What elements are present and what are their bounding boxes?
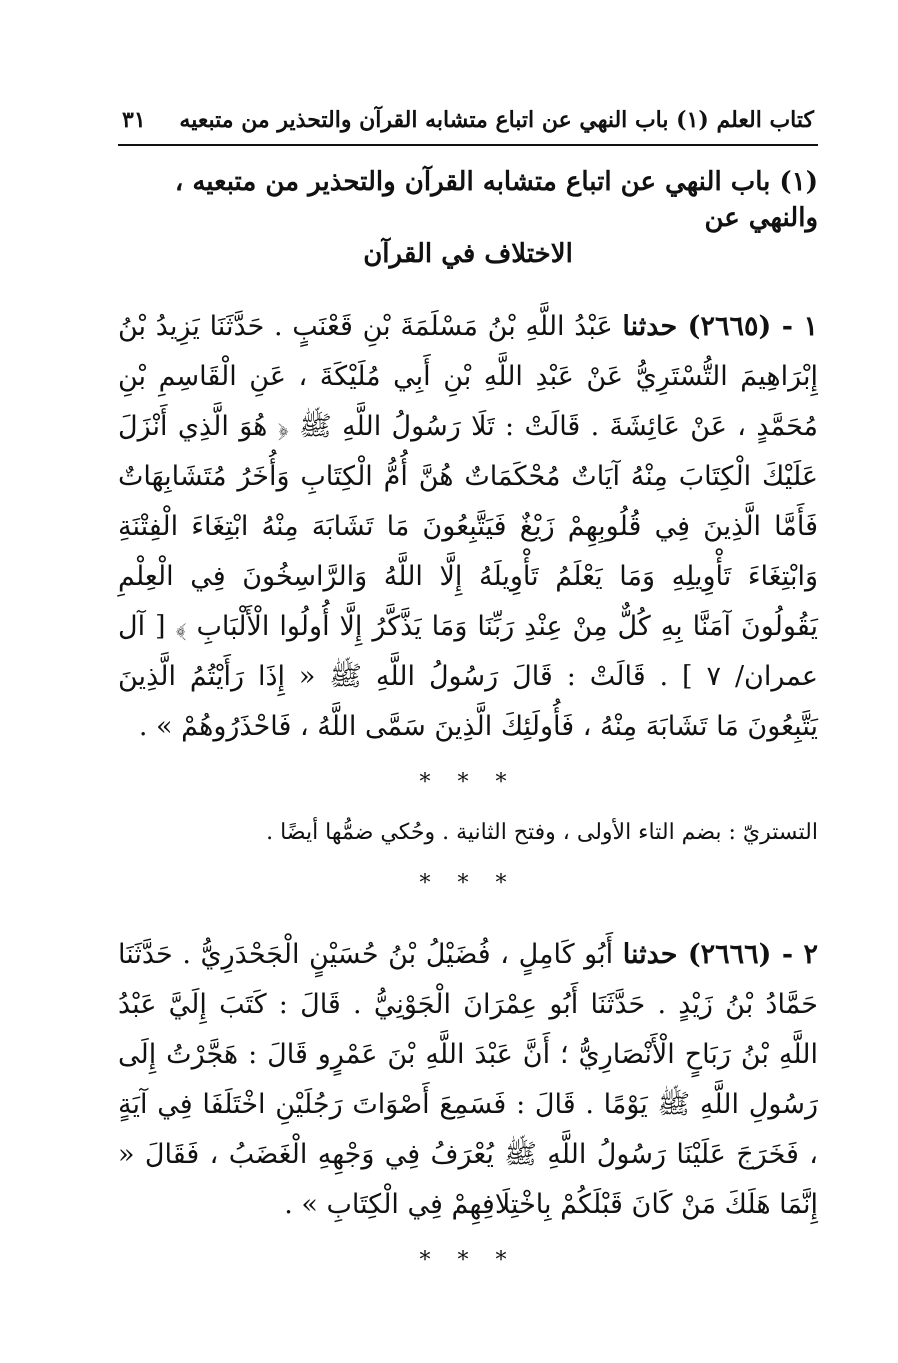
- running-header: [118, 100, 818, 146]
- hadith-1-text: عَبْدُ اللَّهِ بْنُ مَسْلَمَةَ بْنِ قَعْنَبٍ . حَدَّثَنَا يَزِيدُ بْنُ إِبْرَاهِيمَ التُّسْتَرِيُّ عَنْ عَبْدِ اللَّهِ بْنِ أَبِي مُلَيْكَةَ ، عَنِ الْقَاسِمِ بْنِ مُحَمَّدٍ ، عَنْ عَائِشَةَ . قَالَتْ : تَلَا رَسُولُ اللَّهِ ﷺ ﴿ هُوَ الَّذِي أَنْزَلَ عَلَيْكَ الْكِتَابَ مِنْهُ آيَاتٌ مُحْكَمَاتٌ هُنَّ أُمُّ الْكِتَابِ وَأُخَرُ مُتَشَابِهَاتٌ فَأَمَّا الَّذِينَ فِي قُلُوبِهِمْ زَيْغٌ فَيَتَّبِعُونَ مَا تَشَابَهَ مِنْهُ ابْتِغَاءَ الْفِتْنَةِ وَابْتِغَاءَ تَأْوِيلِهِ وَمَا يَعْلَمُ تَأْوِيلَهُ إِلَّا اللَّهُ وَالرَّاسِخُونَ فِي الْعِلْمِ يَقُولُونَ آمَنَّا بِهِ كُلٌّ مِنْ عِنْدِ رَبِّنَا وَمَا يَذَّكَّرُ إِلَّا أُولُوا الْأَلْبَابِ ﴾ [ آل عمران/ ٧ ] . قَالَتْ : قَالَ رَسُولُ اللَّهِ ﷺ « إِذَا رَأَيْتُمُ الَّذِينَ يَتَّبِعُونَ مَا تَشَابَهَ مِنْهُ ، فَأُولَئِكَ الَّذِينَ سَمَّى اللَّهُ ، فَاحْذَرُوهُمْ » .: [118, 311, 818, 742]
- running-header-title: كتاب العلم (١) باب النهي عن اتباع متشابه القرآن والتحذير من متبعيه: [179, 107, 814, 133]
- chapter-title-line1: (١) باب النهي عن اتباع متشابه القرآن والتحذير من متبعيه ، والنهي عن: [174, 167, 818, 233]
- hadith-2-number: ٢ - (٢٦٦٦) حدثنا: [622, 939, 818, 970]
- hadith-1-number: ١ - (٢٦٦٥) حدثنا: [622, 311, 818, 342]
- separator-2: * * *: [419, 871, 517, 896]
- page-number: ٣١: [122, 107, 146, 133]
- separator-3: * * *: [419, 1248, 517, 1273]
- separator-1: * * *: [419, 770, 517, 795]
- hadith-2-text: أَبُو كَامِلٍ ، فُضَيْلُ بْنُ حُسَيْنٍ الْجَحْدَرِيُّ . حَدَّثَنَا حَمَّادُ بْنُ زَيْدٍ . حَدَّثَنَا أَبُو عِمْرَانَ الْجَوْنِيُّ . قَالَ : كَتَبَ إِلَيَّ عَبْدُ اللَّهِ بْنُ رَبَاحٍ الْأَنْصَارِيُّ ؛ أَنَّ عَبْدَ اللَّهِ بْنَ عَمْرٍو قَالَ : هَجَّرْتُ إِلَى رَسُولِ اللَّهِ ﷺ يَوْمًا . قَالَ : فَسَمِعَ أَصْوَاتَ رَجُلَيْنِ اخْتَلَفَا فِي آيَةٍ ، فَخَرَجَ عَلَيْنَا رَسُولُ اللَّهِ ﷺ يُعْرَفُ فِي وَجْهِهِ الْغَضَبُ ، فَقَالَ « إِنَّمَا هَلَكَ مَنْ كَانَ قَبْلَكُمْ بِاخْتِلَافِهِمْ فِي الْكِتَابِ » .: [118, 939, 818, 1220]
- document-page: [118, 100, 818, 1291]
- chapter-title-line2: الاختلاف في القرآن: [363, 239, 573, 269]
- chapter-title: [118, 164, 818, 272]
- commentary-note: التستريّ : بضم التاء الأولى ، وفتح الثانية . وحُكي ضمُّها أيضًا .: [266, 820, 818, 845]
- hadith-2: [118, 930, 818, 1230]
- hadith-1: [118, 302, 818, 752]
